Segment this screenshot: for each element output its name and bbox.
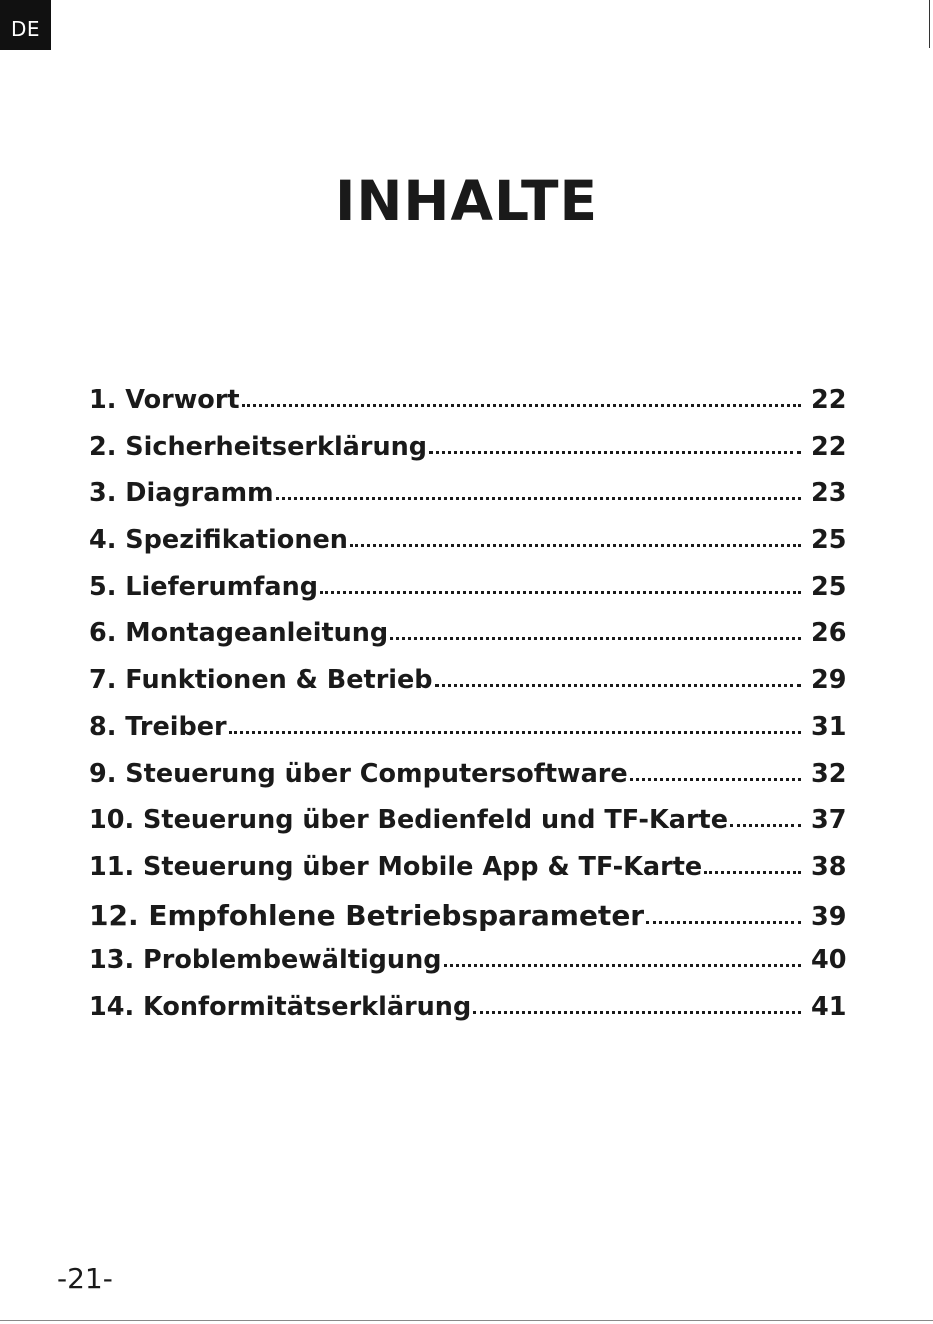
toc-entry-sicherheitserklaerung[interactable]	[89, 431, 847, 479]
toc-dot-leader	[630, 778, 801, 781]
toc-dot-leader	[276, 497, 801, 500]
toc-entry-label: 5. Lieferumfang	[89, 571, 318, 602]
toc-entry-page: 38	[811, 851, 847, 882]
toc-entry-bedienfeld-tf-karte[interactable]	[89, 805, 847, 852]
toc-entry-page: 39	[811, 901, 847, 932]
toc-entry-label: 11. Steuerung über Mobile App & TF-Karte	[89, 851, 703, 882]
toc-entry-treiber[interactable]	[89, 711, 847, 759]
toc-entry-label: 6. Montageanleitung	[89, 618, 389, 649]
toc-entry-page: 25	[811, 571, 847, 602]
toc-entry-montageanleitung[interactable]	[89, 618, 847, 665]
toc-dot-leader	[320, 591, 801, 594]
toc-entry-page: 29	[811, 665, 847, 696]
toc-entry-betriebsparameter[interactable]	[89, 898, 847, 946]
toc-entry-label: 13. Problembewältigung	[89, 945, 442, 976]
toc-dot-leader	[473, 1011, 801, 1014]
toc-entry-page: 31	[811, 711, 847, 742]
toc-entry-label: 2. Sicherheitserklärung	[89, 431, 428, 462]
toc-entry-label: 1. Vorwort	[89, 385, 240, 415]
toc-entry-mobile-app-tf-karte[interactable]	[89, 851, 847, 899]
toc-dot-leader	[444, 964, 802, 967]
toc-entry-page: 26	[811, 618, 847, 649]
toc-dot-leader	[646, 921, 801, 924]
page-number: -21-	[57, 1262, 113, 1295]
toc-entry-vorwort[interactable]	[89, 385, 847, 432]
toc-entry-label: 3. Diagramm	[89, 478, 274, 509]
toc-entry-label: 14. Konformitätserklärung	[89, 991, 472, 1022]
toc-entry-label: 10. Steuerung über Bedienfeld und TF-Karte	[89, 805, 729, 836]
toc-entry-label: 4. Spezifikationen	[89, 525, 348, 556]
toc-entry-label: 12. Empfohlene Betriebsparameter	[89, 898, 645, 932]
toc-dot-leader	[730, 824, 801, 827]
toc-entry-page: 40	[811, 945, 847, 976]
toc-dot-leader	[429, 451, 801, 454]
toc-entry-label: 9. Steuerung über Computersoftware	[89, 758, 628, 789]
toc-entry-spezifikationen[interactable]	[89, 525, 847, 572]
table-of-contents	[89, 385, 847, 1039]
toc-entry-page: 41	[811, 991, 847, 1022]
toc-entry-computersoftware[interactable]	[89, 758, 847, 806]
toc-entry-page: 37	[811, 805, 847, 836]
toc-entry-page: 25	[811, 525, 847, 556]
toc-entry-page: 22	[811, 431, 847, 462]
page-title: INHALTE	[334, 169, 599, 233]
crop-mark	[929, 0, 930, 48]
language-tab: DE	[0, 0, 51, 50]
toc-entry-page: 23	[811, 478, 847, 509]
toc-dot-leader	[390, 637, 801, 640]
toc-entry-lieferumfang[interactable]	[89, 571, 847, 619]
toc-entry-diagramm[interactable]	[89, 478, 847, 525]
toc-dot-leader	[704, 871, 801, 874]
toc-entry-page: 22	[811, 385, 847, 415]
toc-entry-funktionen-betrieb[interactable]	[89, 665, 847, 712]
toc-entry-label: 8. Treiber	[89, 711, 227, 742]
toc-entry-label: 7. Funktionen & Betrieb	[89, 665, 433, 696]
toc-entry-problembewaeltigung[interactable]	[89, 945, 847, 992]
toc-entry-page: 32	[811, 758, 847, 789]
toc-entry-konformitaetserklaerung[interactable]	[89, 991, 847, 1039]
page-edge-rule	[0, 1320, 933, 1321]
toc-dot-leader	[242, 404, 801, 407]
toc-dot-leader	[435, 684, 801, 687]
toc-dot-leader	[350, 544, 801, 547]
toc-dot-leader	[229, 731, 801, 734]
